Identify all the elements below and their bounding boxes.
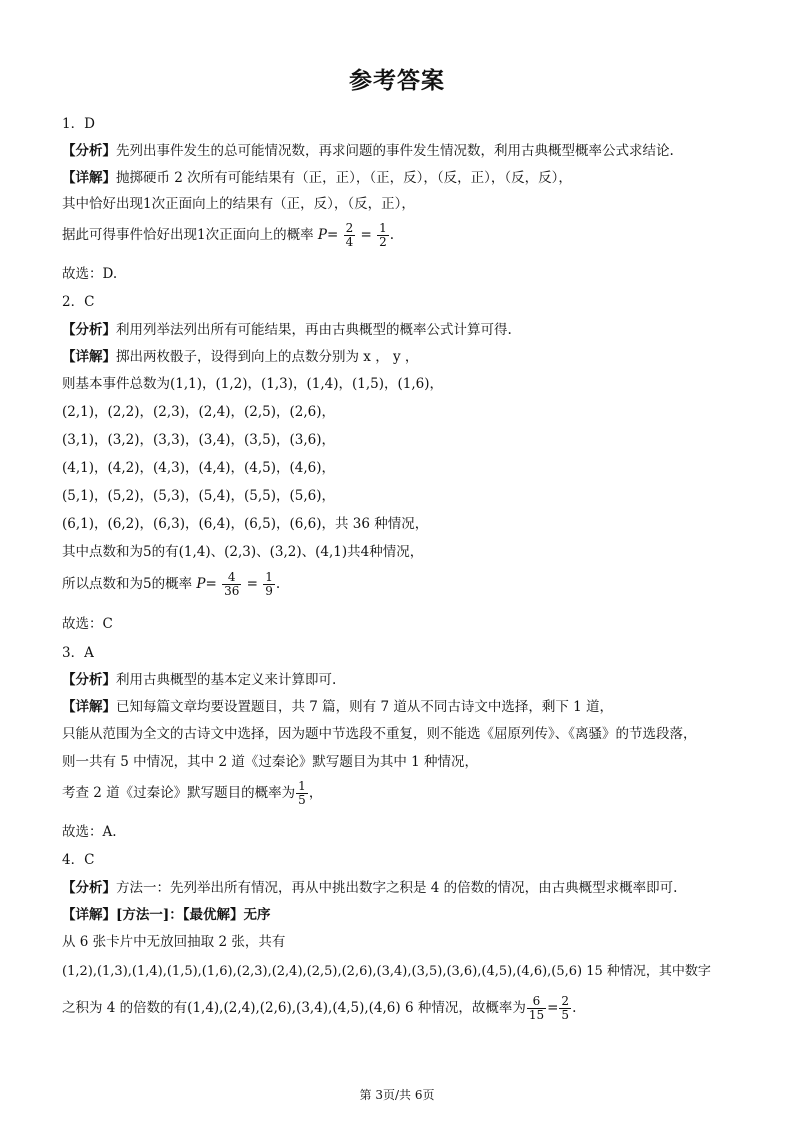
- analysis-text: 方法一：先列举出所有情况，再从中挑出数字之积是 4 的倍数的情况，由古典概型求概率即可.: [116, 880, 678, 896]
- q2-detail-line1: [62, 345, 418, 365]
- fraction: [377, 222, 389, 249]
- numerator: 6: [527, 995, 546, 1009]
- page-footer: 第 3页/共 6页: [359, 1088, 435, 1102]
- fraction: [559, 995, 571, 1022]
- method-tag: [方法一]：【最优解】无序: [116, 907, 271, 923]
- q2-row1: 则基本事件总数为(1,1)，(1,2)，(1,3)，(1,4)，(1,5)，(1,6)，: [62, 376, 444, 392]
- q1-header: 1．D: [62, 116, 95, 132]
- equals-sign: =: [326, 227, 339, 243]
- detail-tag: 【详解】: [62, 907, 116, 923]
- q3-probability-line: [62, 780, 322, 807]
- detail-text: 抛掷硬币 2 次所有可能结果有（正，正），（正，反），（反，正），（反，反），: [116, 170, 572, 186]
- numerator: 4: [222, 571, 241, 585]
- denominator: 9: [265, 584, 273, 598]
- detail-text: 掷出两枚骰子，设得到向上的点数分别为 x ， y ，: [116, 349, 419, 365]
- q3-detail-line2: 只能从范围为全文的古诗文中选择，因为题中节选段不重复，则不能选《屈原列传》、《离骚》的节选段落，: [62, 726, 697, 742]
- analysis-text: 利用列举法列出所有可能结果，再由古典概型的概率公式计算可得.: [116, 322, 512, 338]
- q4-analysis: [62, 876, 677, 896]
- q4-pairs-line: (1,2),(1,3),(1,4),(1,5),(1,6),(2,3),(2,4),(2,5),(2,6),(3,4),(3,5),(3,6),(4,5),(4,6),(5,6) 15 种情况，其中数字: [62, 964, 711, 979]
- equals-sign: =: [205, 576, 217, 592]
- q4-detail-line1: 从 6 张卡片中无放回抽取 2 张，共有: [62, 934, 286, 950]
- prob-suffix: ，: [308, 785, 323, 801]
- q3-answer: 故选：A.: [62, 824, 117, 840]
- q4-header: 4．C: [62, 852, 95, 868]
- numerator: 1: [298, 779, 306, 793]
- prob-prefix: 所以点数和为5的概率: [62, 576, 193, 592]
- q4-detail-line: [62, 903, 271, 923]
- numerator: 1: [379, 221, 387, 235]
- q2-row3: (3,1)，(3,2)，(3,3)，(3,4)，(3,5)，(3,6)，: [62, 432, 336, 448]
- detail-tag: 【详解】: [62, 170, 116, 186]
- q4-probability-line: [62, 995, 576, 1022]
- denominator: 15: [528, 1008, 545, 1022]
- q3-analysis: [62, 668, 336, 688]
- period: .: [572, 1000, 577, 1016]
- q1-answer: 故选：D.: [62, 266, 118, 282]
- analysis-tag: 【分析】: [62, 143, 116, 159]
- q1-probability-line: [62, 222, 394, 249]
- analysis-text: 利用古典概型的基本定义来计算即可.: [116, 672, 337, 688]
- q3-detail-line3: 则一共有 5 中情况，其中 2 道《过秦论》默写题目为其中 1 种情况，: [62, 754, 479, 770]
- detail-text: 已知每篇文章均要设置题目，共 7 篇，则有 7 道从不同古诗文中选择，剩下 1 道，: [116, 699, 614, 715]
- page-title: 参考答案: [349, 68, 445, 94]
- q2-row2: (2,1)，(2,2)，(2,3)，(2,4)，(2,5)，(2,6)，: [62, 404, 336, 420]
- denominator: 36: [224, 584, 240, 598]
- detail-tag: 【详解】: [62, 349, 116, 365]
- q3-header: 3．A: [62, 645, 94, 661]
- fraction: [296, 780, 308, 807]
- q2-row6: (6,1)，(6,2)，(6,3)，(6,4)，(6,5)，(6,6)，共 36 种情况，: [62, 516, 429, 532]
- q2-row4: (4,1)，(4,2)，(4,3)，(4,4)，(4,5)，(4,6)，: [62, 460, 336, 476]
- prob-prefix: 据此可得事件恰好出现1次正面向上的概率: [62, 227, 314, 243]
- q2-analysis: [62, 318, 512, 338]
- equals-sign: =: [360, 227, 372, 243]
- numerator: 2: [561, 994, 570, 1008]
- numerator: 2: [345, 221, 354, 235]
- denominator: 5: [561, 1008, 570, 1022]
- denominator: 4: [345, 235, 354, 249]
- q2-answer: 故选：C: [62, 616, 113, 632]
- prob-prefix: 考查 2 道《过秦论》默写题目的概率为: [62, 785, 296, 801]
- denominator: 5: [298, 793, 306, 807]
- p-symbol: P: [196, 576, 206, 592]
- fraction: [527, 995, 546, 1022]
- analysis-tag: 【分析】: [62, 322, 116, 338]
- analysis-text: 先列出事件发生的总可能情况数，再求问题的事件发生情况数，利用古典概型概率公式求结论.: [116, 143, 674, 159]
- period: .: [275, 576, 281, 592]
- analysis-tag: 【分析】: [62, 672, 116, 688]
- fraction: [344, 222, 356, 249]
- q1-detail-line1: [62, 166, 572, 186]
- denominator: 2: [379, 235, 387, 249]
- equals-sign: =: [246, 576, 258, 592]
- q3-detail-line1: [62, 695, 613, 715]
- q1-detail-line2: 其中恰好出现1次正面向上的结果有（正，反），（反，正），: [62, 196, 415, 212]
- numerator: 1: [265, 570, 273, 584]
- mult-prefix: 之积为 4 的倍数的有(1,4),(2,4),(2,6),(3,4),(4,5),(4,6) 6 种情况，故概率为: [62, 1000, 526, 1016]
- fraction: [263, 571, 275, 598]
- fraction: [222, 571, 241, 598]
- q2-probability-line: [62, 571, 280, 598]
- detail-tag: 【详解】: [62, 699, 116, 715]
- q2-header: 2．C: [62, 294, 95, 310]
- p-symbol: P: [317, 227, 327, 243]
- equals-sign: =: [547, 1000, 559, 1016]
- q2-sum-line: 其中点数和为5的有(1,4)、(2,3)、(3,2)、(4,1)共4种情况，: [62, 544, 424, 560]
- period: .: [389, 227, 395, 243]
- q1-analysis: [62, 139, 674, 159]
- q2-row5: (5,1)，(5,2)，(5,3)，(5,4)，(5,5)，(5,6)，: [62, 488, 336, 504]
- analysis-tag: 【分析】: [62, 880, 116, 896]
